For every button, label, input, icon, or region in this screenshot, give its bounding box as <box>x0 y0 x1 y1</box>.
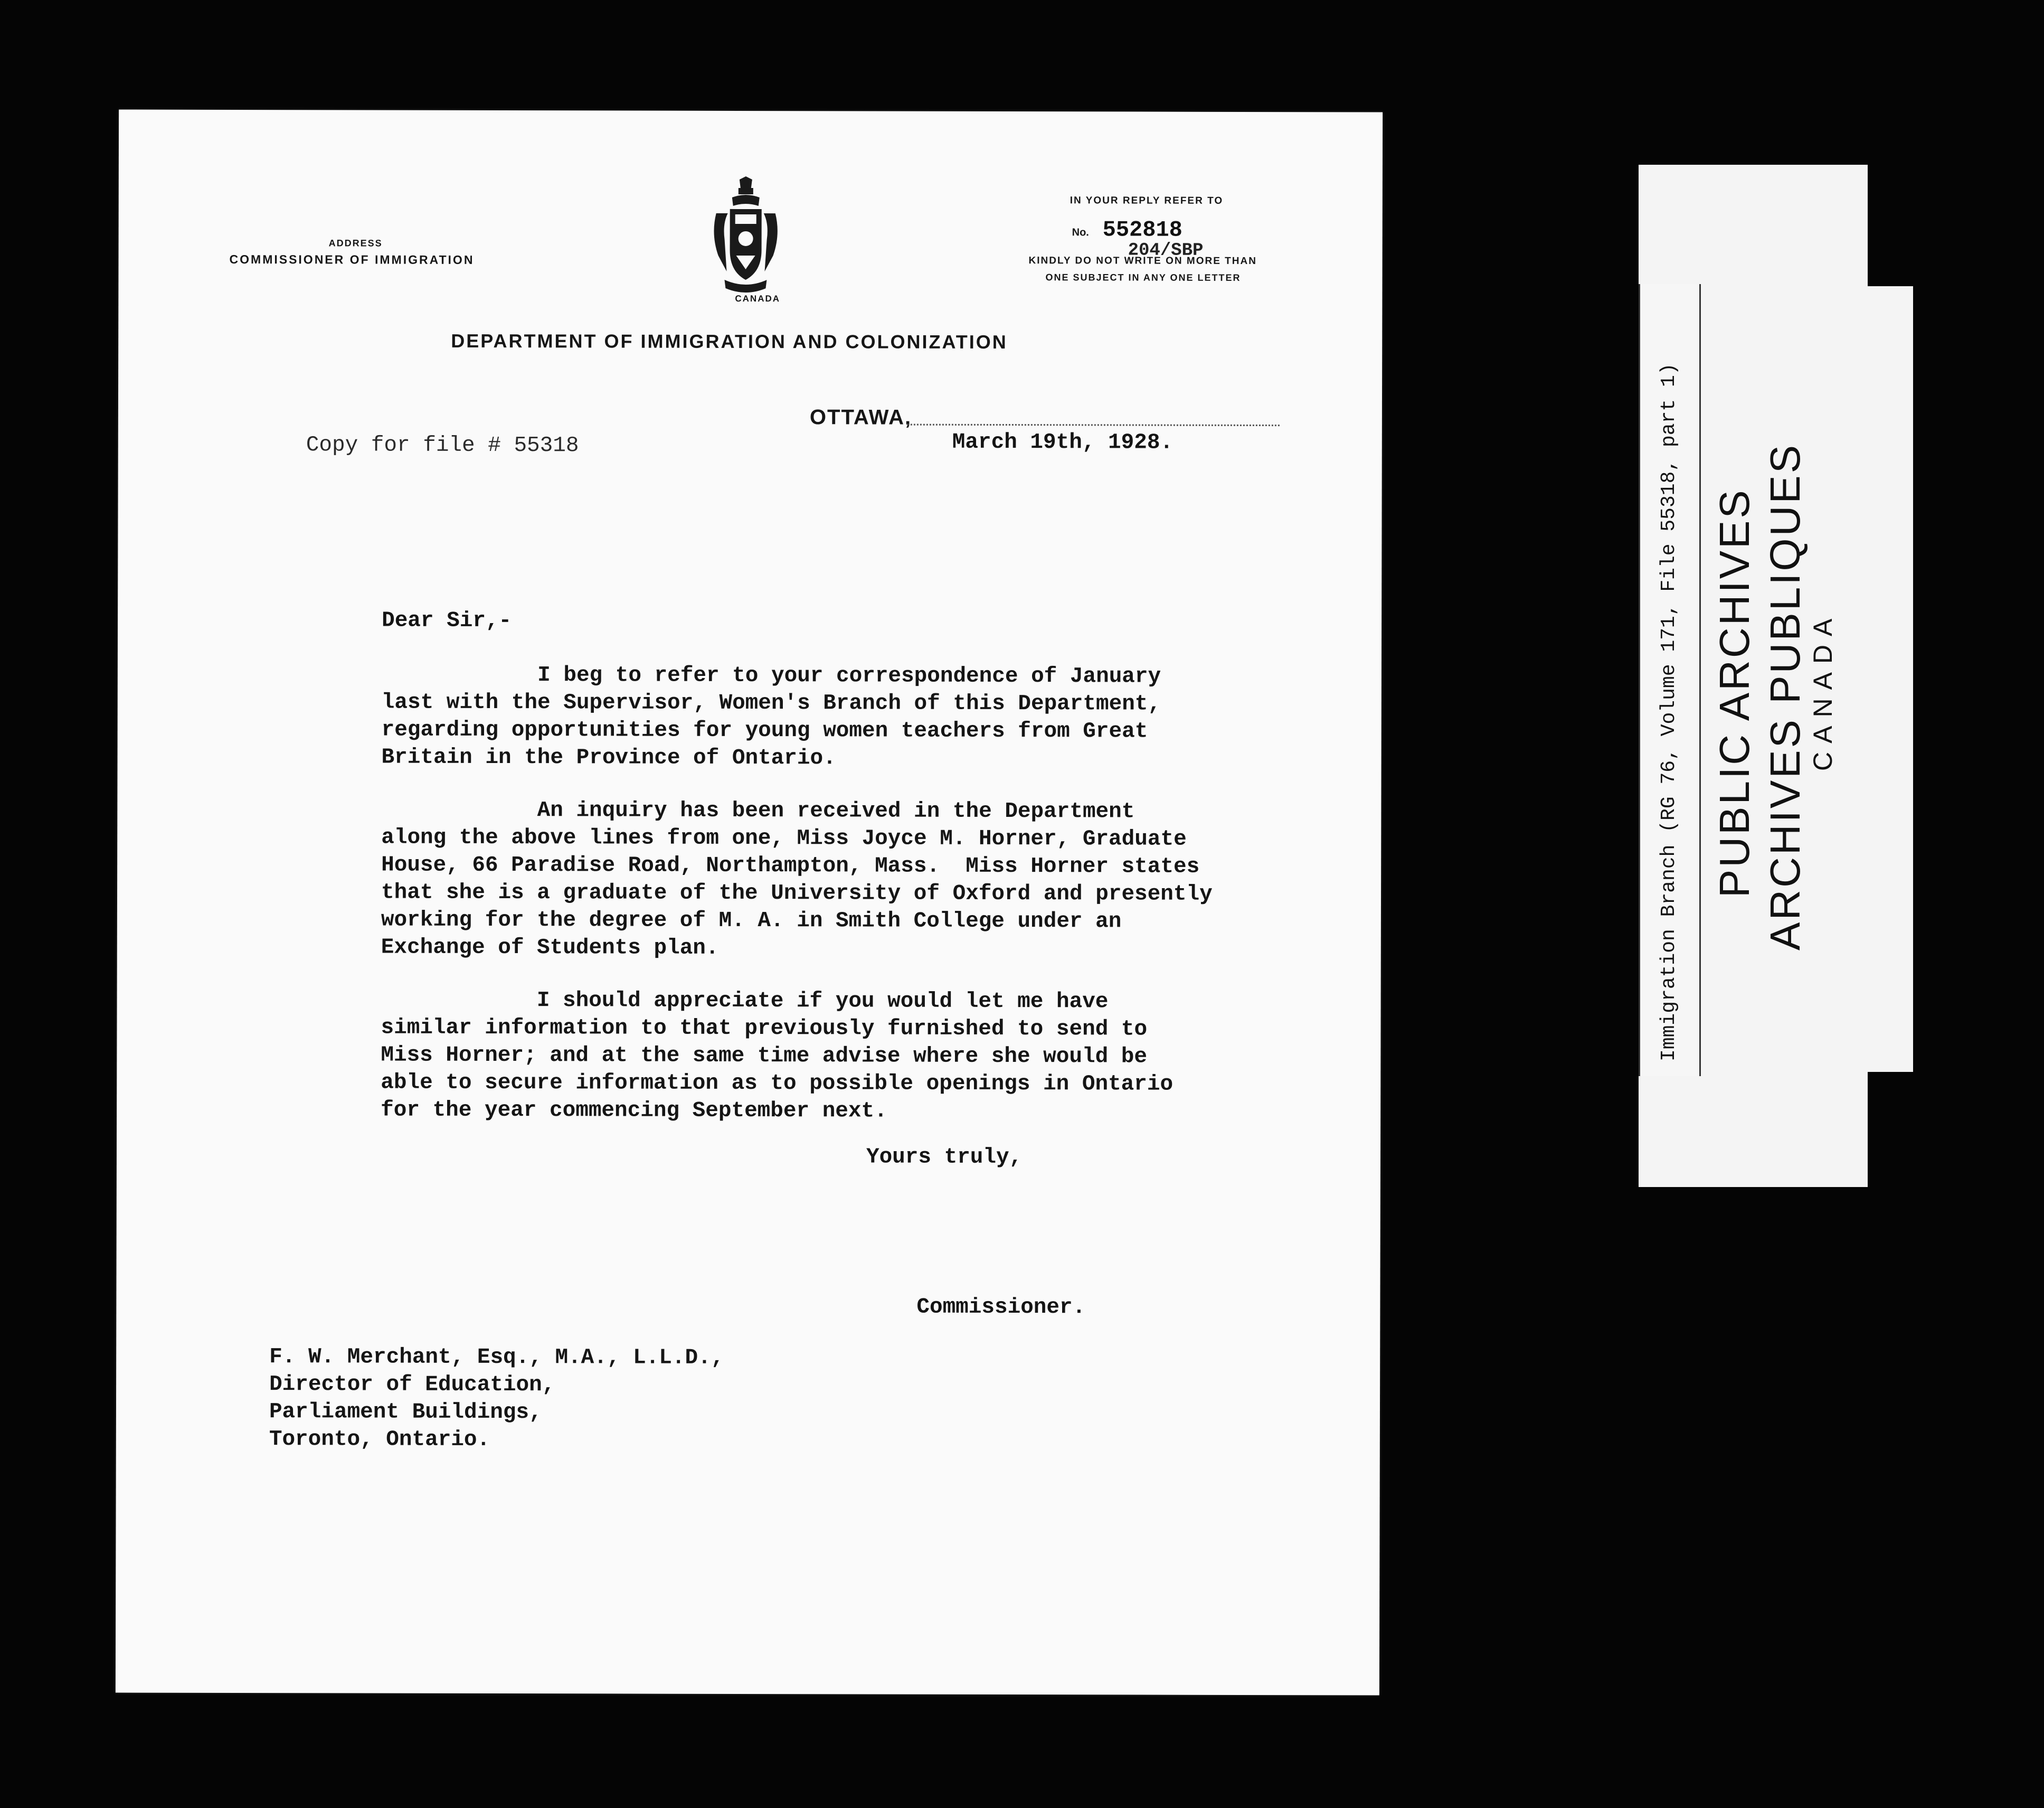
addressee-block: F. W. Merchant, Esq., M.A., L.L.D., Director of Education, Parliament Buildings, Toronto, Ontario. <box>269 1345 724 1452</box>
tab-notch-bottom <box>1868 1072 1920 1188</box>
reply-instruction-2: ONE SUBJECT IN ANY ONE LETTER <box>1045 272 1241 283</box>
coat-of-arms-icon <box>708 176 782 298</box>
reply-refer-label: IN YOUR REPLY REFER TO <box>1070 195 1224 206</box>
paragraph-2: An inquiry has been received in the Department along the above lines from one, Miss Joyce M. Horner, Graduate House, 66 Paradise Road, Northampton, Mass. Miss Horner states that she is a graduate of the University of Oxford and presently working for the degree of M. A. in Smith College under an Exchange of Students plan. <box>381 798 1213 960</box>
reply-number-stamp: 204/SBP <box>1128 240 1204 261</box>
letter-page <box>116 109 1383 1695</box>
salutation: Dear Sir,- <box>382 608 512 634</box>
copy-note: Copy for file # 55318 <box>306 433 579 458</box>
archive-reference: Immigration Branch (RG 76, Volume 171, File 55318, part 1) <box>1658 363 1680 1061</box>
closing: Yours truly, <box>866 1145 1023 1170</box>
city-label: OTTAWA, <box>809 406 912 429</box>
department-heading: DEPARTMENT OF IMMIGRATION AND COLONIZATION <box>451 329 1008 353</box>
reply-no-label: No. <box>1072 227 1089 239</box>
archive-line-public: PUBLIC ARCHIVES <box>1711 488 1758 898</box>
date-dotted-line <box>907 424 1280 426</box>
tab-notch-top <box>1868 165 1920 286</box>
address-title: COMMISSIONER OF IMMIGRATION <box>229 252 475 267</box>
letter-date: March 19th, 1928. <box>952 430 1174 455</box>
crest-caption: CANADA <box>735 293 781 304</box>
paragraph-3: I should appreciate if you would let me have similar information to that previously furnished to send to Miss Horner; and at the same time advise where she would be able to secure information as to possible openings in Ontario for the year commencing September next. <box>381 988 1174 1124</box>
archive-line-canada: CANADA <box>1808 610 1838 771</box>
reply-number: 552818 <box>1102 217 1182 243</box>
archive-line-archives: ARCHIVES PUBLIQUES <box>1762 442 1809 950</box>
paragraph-1: I beg to refer to your correspondence of January last with the Supervisor, Women's Branch of this Department, regarding opportunities for young women teachers from Great Britain in the Province of Ontario. <box>381 663 1161 771</box>
reply-instruction-1: KINDLY DO NOT WRITE ON MORE THAN <box>1028 255 1257 267</box>
signer-title: Commissioner. <box>916 1295 1086 1320</box>
address-label: ADDRESS <box>328 238 383 249</box>
